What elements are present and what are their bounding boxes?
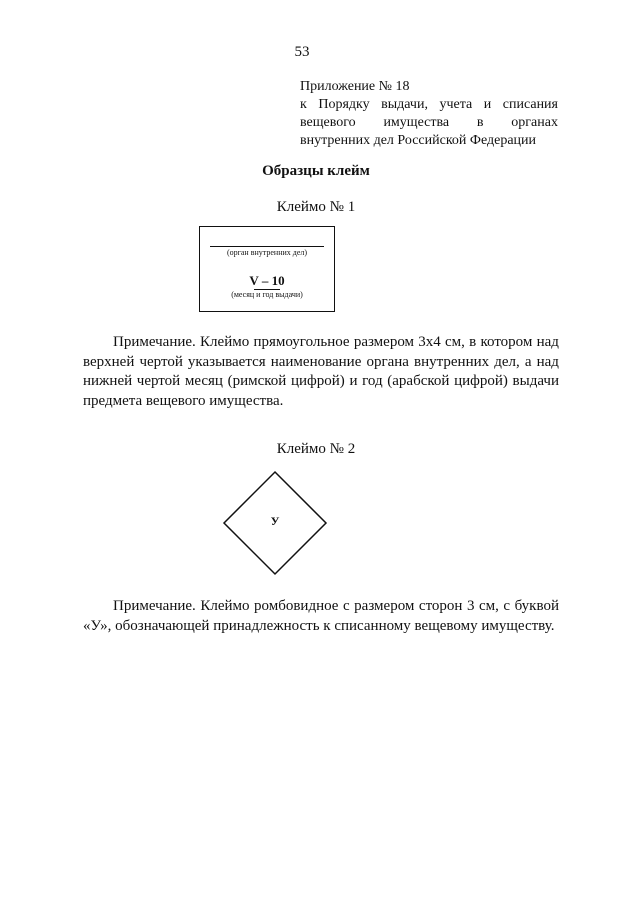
word: списания xyxy=(502,97,558,112)
word: (арабской xyxy=(387,373,450,389)
word: буквой xyxy=(514,598,559,614)
word: цифрой) xyxy=(291,373,345,389)
stamp2-caption: Клеймо № 2 xyxy=(276,441,356,457)
word: над xyxy=(536,334,559,350)
rectangular-stamp xyxy=(199,226,335,312)
word: а xyxy=(524,353,532,370)
word: (римской xyxy=(227,373,287,389)
word: в xyxy=(469,334,477,350)
appendix-header xyxy=(300,78,558,150)
word: учета xyxy=(439,97,473,112)
word: в xyxy=(476,115,484,130)
word: над xyxy=(536,353,559,370)
page-number: 53 xyxy=(294,44,310,60)
note2-line-2: «У», обозначающей принадлежность к списанному вещевому имуществу. xyxy=(83,617,555,634)
word: Примечание. xyxy=(113,598,196,614)
word: и xyxy=(349,373,358,389)
note2-line-1 xyxy=(83,597,559,617)
word: органа xyxy=(366,353,409,370)
word: дел, xyxy=(494,353,520,370)
word: прямоугольное xyxy=(253,334,350,350)
word: наименование xyxy=(270,353,362,370)
section-title: Образцы клейм xyxy=(262,163,370,179)
word: внутренних xyxy=(414,353,490,370)
word: указывается xyxy=(187,353,266,370)
word: верхней xyxy=(83,353,135,370)
word: размером xyxy=(354,598,415,614)
diamond-letter: У xyxy=(270,514,280,528)
word: Порядку xyxy=(318,97,370,112)
note1-line-4: предмета вещевого имущества. xyxy=(83,392,284,409)
note1-line-1 xyxy=(83,333,559,353)
word: Клеймо xyxy=(200,598,250,614)
stamp1-value: V – 10 xyxy=(249,273,285,288)
word: имущества xyxy=(383,115,450,130)
note-1 xyxy=(83,333,559,411)
word: к xyxy=(300,97,307,112)
stamp1-top-line xyxy=(210,246,324,247)
word: 3 xyxy=(466,598,475,614)
word: с xyxy=(503,598,511,614)
stamp1-bottom-label: (месяц и год выдачи) xyxy=(231,290,303,299)
word: сторон xyxy=(418,598,463,614)
word: нижней xyxy=(83,373,133,389)
note-2 xyxy=(83,597,559,636)
word: чертой xyxy=(136,373,181,389)
word: месяц xyxy=(184,373,223,389)
word: с xyxy=(342,598,350,614)
word: котором xyxy=(480,334,533,350)
note1-line-3 xyxy=(83,372,559,392)
word: чертой xyxy=(139,353,183,370)
word: и xyxy=(483,97,492,112)
word: 3х4 xyxy=(418,334,441,350)
word: размером xyxy=(353,334,415,350)
stamp1-caption: Клеймо № 1 xyxy=(276,199,356,215)
word: вещевого xyxy=(300,115,356,130)
word: выдачи, xyxy=(381,97,428,112)
note1-line-2 xyxy=(83,353,559,373)
word: ромбовидное xyxy=(254,598,339,614)
word: выдачи xyxy=(512,373,559,389)
word: цифрой) xyxy=(454,373,508,389)
word: Клеймо xyxy=(200,334,250,350)
word: органах xyxy=(511,115,558,130)
word: см, xyxy=(445,334,465,350)
appendix-number: Приложение № 18 xyxy=(300,79,410,94)
appendix-line-4: внутренних дел Российской Федерации xyxy=(300,133,537,148)
stamp1-top-label: (орган внутренних дел) xyxy=(226,248,308,257)
appendix-line-2 xyxy=(300,96,558,114)
appendix-line-3 xyxy=(300,114,558,132)
word: см, xyxy=(479,598,499,614)
word: год xyxy=(362,373,383,389)
word: Примечание. xyxy=(113,334,196,350)
